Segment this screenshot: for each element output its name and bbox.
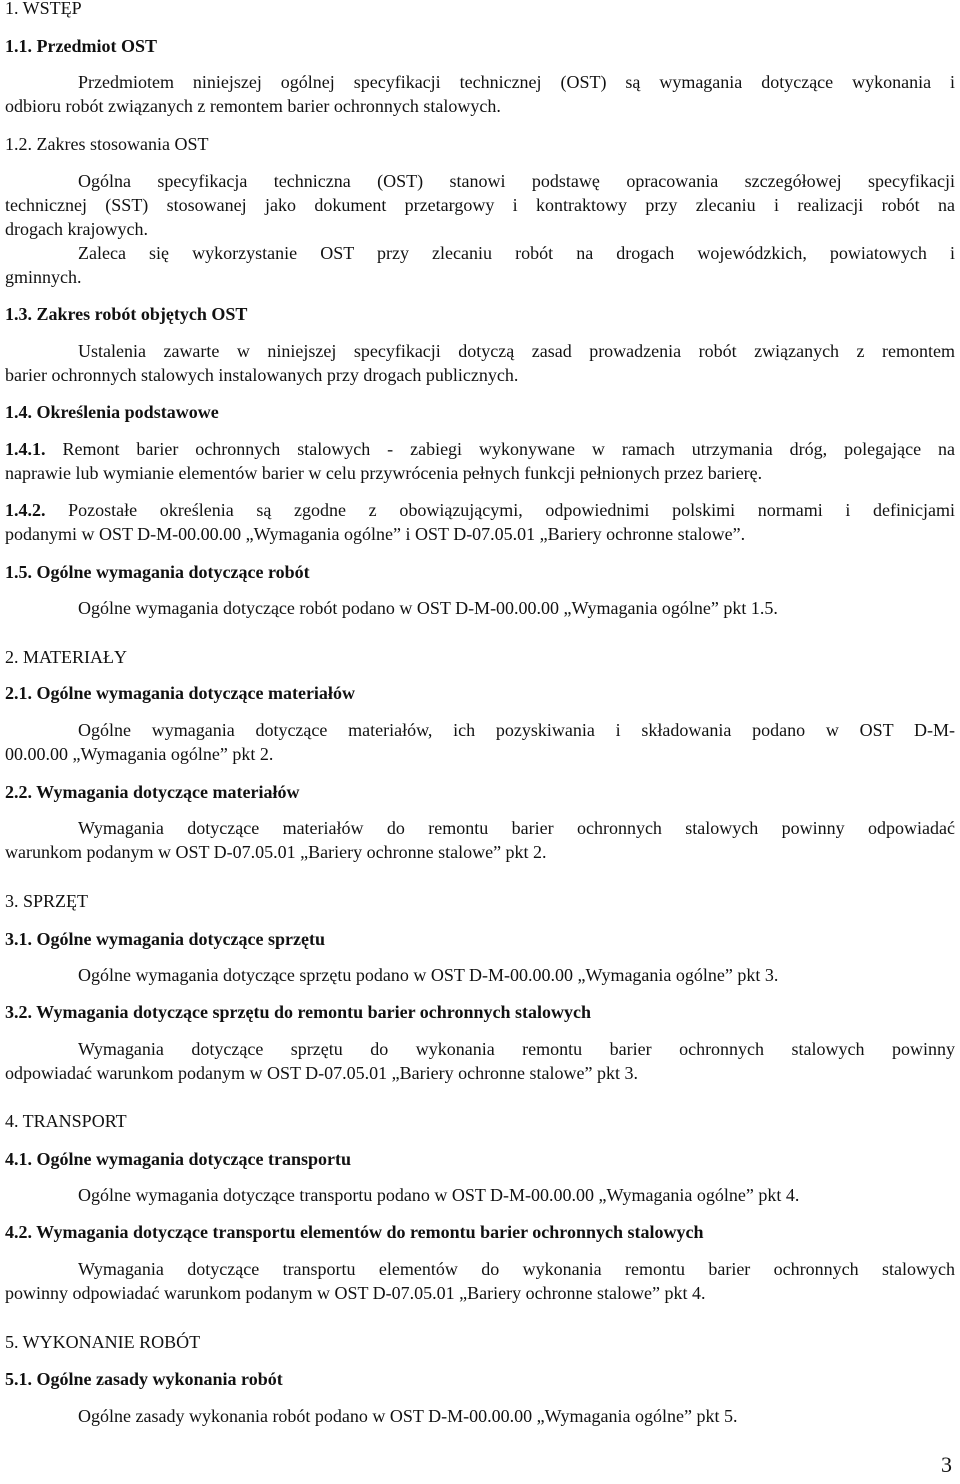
para-1-2-line2: technicznej (SST) stosowanej jako dokument przetargowy i kontraktowy przy zlecaniu i realizacji robót na — [5, 195, 955, 215]
def-1-4-1-number: 1.4.1. — [5, 439, 46, 459]
heading-1-4: 1.4. Określenia podstawowe — [5, 402, 219, 422]
para-1-2-line4: Zaleca się wykorzystanie OST przy zlecaniu robót na drogach wojewódzkich, powiatowych i — [78, 243, 955, 263]
para-2-1-line2: 00.00.00 „Wymagania ogólne” pkt 2. — [5, 744, 274, 764]
heading-3-1: 3.1. Ogólne wymagania dotyczące sprzętu — [5, 929, 325, 949]
heading-3-2: 3.2. Wymagania dotyczące sprzętu do remontu barier ochronnych stalowych — [5, 1002, 591, 1022]
heading-2-1: 2.1. Ogólne wymagania dotyczące materiałów — [5, 683, 355, 703]
heading-2-2: 2.2. Wymagania dotyczące materiałów — [5, 782, 300, 802]
para-1-2-line5: gminnych. — [5, 267, 82, 287]
heading-1-wstep: 1. WSTĘP — [5, 0, 82, 18]
heading-4-2: 4.2. Wymagania dotyczące transportu elementów do remontu barier ochronnych stalowych — [5, 1222, 704, 1242]
para-1-5-line1: Ogólne wymagania dotyczące robót podano w OST D-M-00.00.00 „Wymagania ogólne” pkt 1.5. — [78, 598, 778, 618]
heading-1-2: 1.2. Zakres stosowania OST — [5, 134, 209, 154]
def-1-4-2-line1 — [5, 498, 955, 522]
def-1-4-1-line2: naprawie lub wymianie elementów barier w celu przywrócenia pełnych funkcji pełnionych przez barierę. — [5, 463, 763, 483]
heading-5-wykonanie: 5. WYKONANIE ROBÓT — [5, 1332, 201, 1352]
heading-2-materialy: 2. MATERIAŁY — [5, 647, 127, 667]
para-3-2-line1: Wymagania dotyczące sprzętu do wykonania remontu barier ochronnych stalowych powinny — [78, 1039, 955, 1059]
para-1-3-line2: barier ochronnych stalowych instalowanych przy drogach publicznych. — [5, 365, 519, 385]
heading-4-1: 4.1. Ogólne wymagania dotyczące transportu — [5, 1149, 351, 1169]
para-5-1-line1: Ogólne zasady wykonania robót podano w OST D-M-00.00.00 „Wymagania ogólne” pkt 5. — [78, 1406, 738, 1426]
para-2-1-line1: Ogólne wymagania dotyczące materiałów, ich pozyskiwania i składowania podano w OST D-M- — [78, 720, 955, 740]
def-1-4-2-text: Pozostałe określenia są zgodne z obowiązującymi, odpowiednimi polskimi normami i definicjami — [68, 500, 955, 520]
para-3-2-line2: odpowiadać warunkom podanym w OST D-07.05.01 „Bariery ochronne stalowe” pkt 3. — [5, 1063, 639, 1083]
para-1-3-line1: Ustalenia zawarte w niniejszej specyfikacji dotyczą zasad prowadzenia robót związanych z remontem — [78, 341, 955, 361]
heading-3-sprzet: 3. SPRZĘT — [5, 891, 89, 911]
para-2-2-line1: Wymagania dotyczące materiałów do remontu barier ochronnych stalowych powinny odpowiadać — [78, 818, 955, 838]
def-1-4-2-number: 1.4.2. — [5, 500, 46, 520]
heading-1-5: 1.5. Ogólne wymagania dotyczące robót — [5, 562, 310, 582]
def-1-4-1-text: Remont barier ochronnych stalowych - zabiegi wykonywane w ramach utrzymania dróg, polegające na — [62, 439, 955, 459]
para-1-2-line3: drogach krajowych. — [5, 219, 148, 239]
heading-5-1: 5.1. Ogólne zasady wykonania robót — [5, 1369, 283, 1389]
para-4-2-line2: powinny odpowiadać warunkom podanym w OST D-07.05.01 „Bariery ochronne stalowe” pkt 4. — [5, 1283, 706, 1303]
heading-1-1: 1.1. Przedmiot OST — [5, 36, 157, 56]
heading-4-transport: 4. TRANSPORT — [5, 1111, 127, 1131]
para-1-1-line2: odbioru robót związanych z remontem barier ochronnych stalowych. — [5, 96, 501, 116]
page-number: 3 — [941, 1452, 952, 1477]
def-1-4-1-line1 — [5, 437, 955, 461]
para-4-1-line1: Ogólne wymagania dotyczące transportu podano w OST D-M-00.00.00 „Wymagania ogólne” pkt 4. — [78, 1185, 800, 1205]
para-1-2-line1: Ogólna specyfikacja techniczna (OST) stanowi podstawę opracowania szczegółowej specyfikacji — [78, 171, 955, 191]
para-2-2-line2: warunkom podanym w OST D-07.05.01 „Bariery ochronne stalowe” pkt 2. — [5, 842, 547, 862]
para-1-1-line1: Przedmiotem niniejszej ogólnej specyfikacji technicznej (OST) są wymagania dotyczące wykonania i — [78, 72, 955, 92]
para-4-2-line1: Wymagania dotyczące transportu elementów do wykonania remontu barier ochronnych stalowych — [78, 1259, 955, 1279]
para-3-1-line1: Ogólne wymagania dotyczące sprzętu podano w OST D-M-00.00.00 „Wymagania ogólne” pkt 3. — [78, 965, 779, 985]
heading-1-3: 1.3. Zakres robót objętych OST — [5, 304, 248, 324]
def-1-4-2-line2: podanymi w OST D-M-00.00.00 „Wymagania ogólne” i OST D-07.05.01 „Bariery ochronne stalowe”. — [5, 524, 746, 544]
